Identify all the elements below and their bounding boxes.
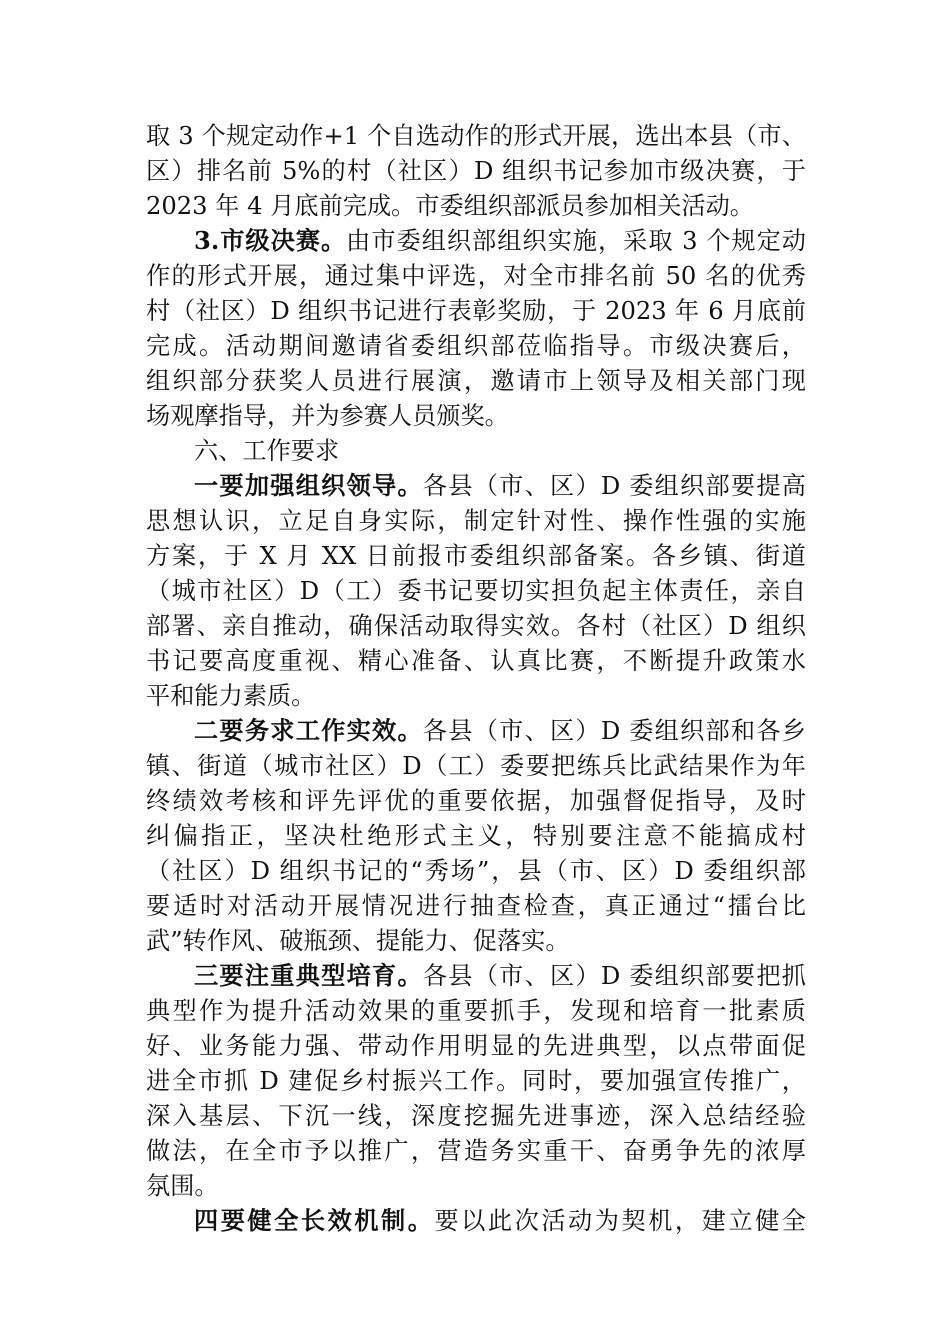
text-line: 典型作为提升活动效果的重要抓手，发现和培育一批素质 (146, 997, 806, 1025)
text-line: 2023 年 4 月底前完成。市委组织部派员参加相关活动。 (146, 192, 754, 220)
text-line: 取 3 个规定动作+1 个自选动作的形式开展，选出本县（市、 (146, 122, 806, 150)
section-heading (146, 433, 806, 468)
text-line: 村（社区）D 组织书记进行表彰奖励，于 2023 年 6 月底前 (146, 297, 806, 325)
text-line: 一要加强组织领导。各县（市、区）D 委组织部要提高 (194, 471, 806, 500)
text-line: （社区）D 组织书记的“秀场”，县（市、区）D 委组织部 (146, 857, 806, 885)
text-line: 区）排名前 5%的村（社区）D 组织书记参加市级决赛，于 (146, 157, 806, 185)
paragraph-heading: 三要注重典型培育。 (194, 961, 423, 990)
text-line: 完成。活动期间邀请省委组织部莅临指导。市级决赛后， (146, 332, 806, 360)
text-line: 终绩效考核和评先评优的重要依据，加强督促指导，及时 (146, 787, 806, 815)
text-line: 方案，于 X 月 XX 日前报市委组织部备案。各乡镇、街道 (146, 542, 806, 570)
paragraph-heading: 一要加强组织领导。 (194, 471, 423, 500)
text-line: 四要健全长效机制。要以此次活动为契机，建立健全 (194, 1206, 806, 1235)
paragraph-requirement-3 (146, 958, 806, 1203)
text-line: 武”转作风、破瓶颈、提能力、促落实。 (146, 927, 570, 955)
paragraph-requirement-1 (146, 468, 806, 713)
text-line: 要适时对活动开展情况进行抽查检查，真正通过“擂台比 (146, 892, 806, 920)
text-line: 氛围。 (146, 1172, 219, 1200)
text-line: 二要务求工作实效。各县（市、区）D 委组织部和各乡 (194, 716, 806, 745)
text-line: 平和能力素质。 (146, 682, 316, 710)
text-line: 作的形式开展，通过集中评选，对全市排名前 50 名的优秀 (146, 262, 806, 290)
text-line: 镇、街道（城市社区）D（工）委要把练兵比武结果作为年 (146, 752, 806, 780)
text-line: 进全市抓 D 建促乡村振兴工作。同时，要加强宣传推广， (146, 1067, 806, 1095)
paragraph-heading: 四要健全长效机制。 (194, 1206, 435, 1235)
document-page (146, 118, 806, 1238)
paragraph-continuation (146, 118, 806, 223)
text-line: 思想认识，立足自身实际，制定针对性、操作性强的实施 (146, 507, 806, 535)
text-line: 三要注重典型培育。各县（市、区）D 委组织部要把抓 (194, 961, 806, 990)
text-line: 好、业务能力强、带动作用明显的先进典型，以点带面促 (146, 1032, 806, 1060)
paragraph-requirement-4 (146, 1203, 806, 1238)
paragraph-heading: 3.市级决赛。 (194, 226, 347, 255)
paragraph-requirement-2 (146, 713, 806, 958)
text-line: 纠偏指正，坚决杜绝形式主义，特别要注意不能搞成村 (146, 822, 806, 850)
text-line: 书记要高度重视、精心准备、认真比赛，不断提升政策水 (146, 647, 806, 675)
paragraph-heading: 二要务求工作实效。 (194, 716, 423, 745)
text-line: 组织部分获奖人员进行展演，邀请市上领导及相关部门现 (146, 367, 806, 395)
text-line: 场观摩指导，并为参赛人员颁奖。 (146, 402, 509, 430)
paragraph-city-final (146, 223, 806, 433)
text-line: 六、工作要求 (194, 437, 340, 465)
text-line: 深入基层、下沉一线，深度挖掘先进事迹，深入总结经验 (146, 1102, 806, 1130)
text-line: 3.市级决赛。由市委组织部组织实施，采取 3 个规定动 (194, 226, 806, 255)
text-line: 做法，在全市予以推广，营造务实重干、奋勇争先的浓厚 (146, 1137, 806, 1165)
text-line: 部署、亲自推动，确保活动取得实效。各村（社区）D 组织 (146, 612, 806, 640)
text-line: （城市社区）D（工）委书记要切实担负起主体责任，亲自 (146, 577, 806, 605)
